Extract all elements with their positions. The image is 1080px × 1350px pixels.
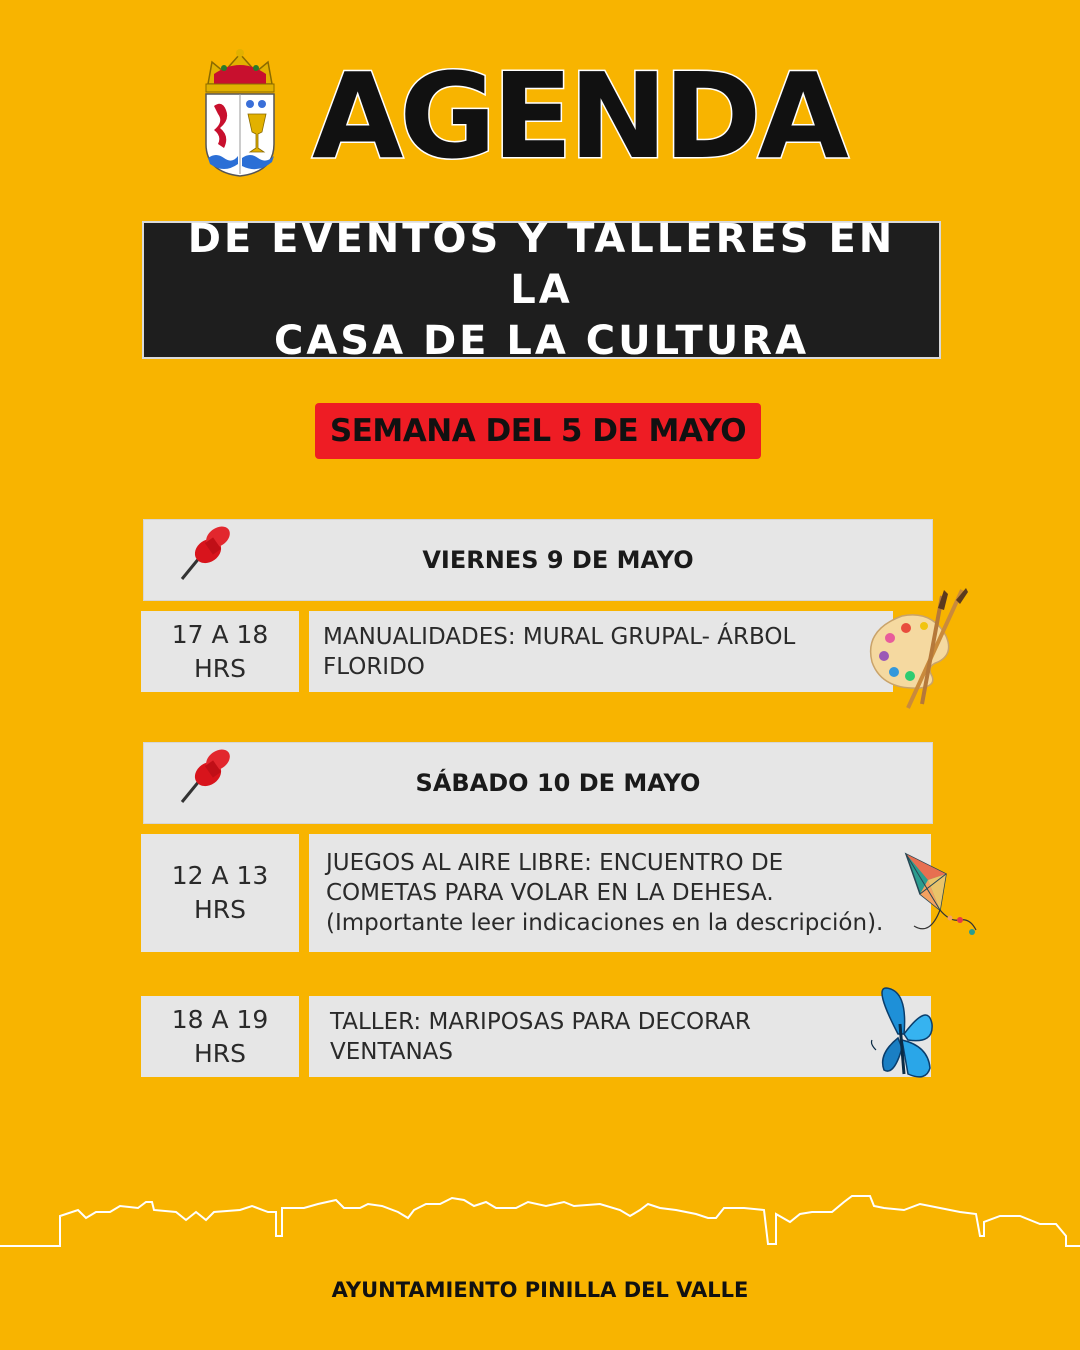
week-label: SEMANA DEL 5 DE MAYO	[329, 413, 747, 449]
butterfly-icon	[868, 984, 934, 1084]
time-cell	[141, 996, 299, 1077]
event-activity: JUEGOS AL AIRE LIBRE: ENCUENTRO DE COMETAS PARA VOLAR EN LA DEHESA. (Importante leer indicaciones en la descripción).	[326, 850, 884, 936]
village-skyline-outline	[0, 1188, 1080, 1254]
footer-organization: AYUNTAMIENTO PINILLA DEL VALLE	[331, 1278, 749, 1302]
activity-cell	[309, 834, 931, 952]
activity-cell	[309, 996, 931, 1077]
pushpin-icon	[178, 744, 234, 806]
event-time: 18 A 19 HRS	[171, 1004, 269, 1068]
event-activity: MANUALIDADES: MURAL GRUPAL- ÁRBOL FLORIDO	[323, 623, 796, 680]
week-badge	[315, 403, 761, 459]
subtitle-text: DE EVENTOS Y TALLERES EN LA CASA DE LA CULTURA	[187, 215, 896, 364]
day-label: SÁBADO 10 DE MAYO	[415, 769, 701, 797]
day-label: VIERNES 9 DE MAYO	[422, 546, 694, 574]
page-title: AGENDA	[312, 47, 845, 185]
time-cell	[141, 834, 299, 952]
day-header-sabado	[143, 742, 933, 824]
pushpin-icon	[178, 521, 234, 583]
time-cell	[141, 611, 299, 692]
subtitle-box	[142, 215, 941, 364]
palette-icon	[862, 586, 970, 710]
kite-icon	[900, 850, 980, 946]
event-activity: TALLER: MARIPOSAS PARA DECORAR VENTANAS	[330, 1008, 751, 1065]
activity-cell	[309, 611, 893, 692]
coat-of-arms-icon	[200, 44, 280, 178]
event-time: 17 A 18 HRS	[171, 619, 269, 683]
day-header-viernes	[143, 519, 933, 601]
event-time: 12 A 13 HRS	[171, 861, 269, 924]
